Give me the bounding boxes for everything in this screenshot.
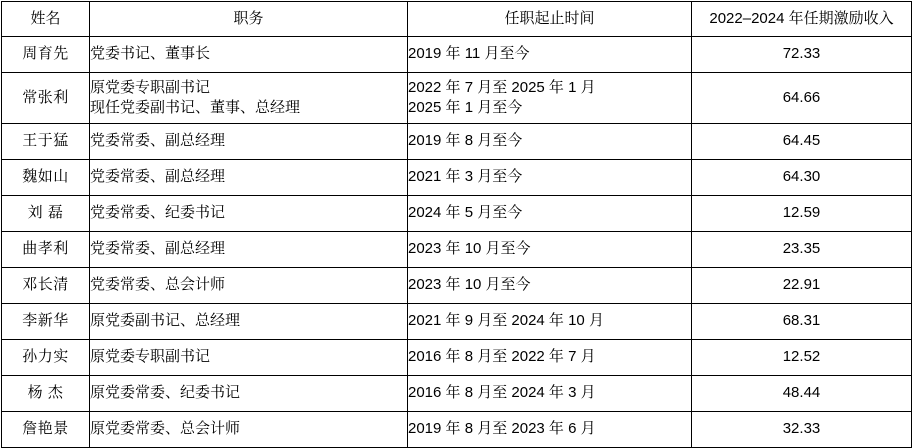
cell-income: 48.44	[692, 376, 912, 412]
table-body	[2, 37, 912, 448]
table-row	[2, 73, 912, 124]
header-cell-term: 任职起止时间	[408, 2, 692, 37]
cell-name: 魏如山	[2, 160, 90, 196]
cell-position	[90, 268, 408, 304]
term-line: 2016 年 8 月至 2024 年 3 月	[408, 384, 596, 402]
cell-income: 12.52	[692, 340, 912, 376]
cell-term	[408, 73, 692, 124]
cell-position	[90, 232, 408, 268]
term-line: 2021 年 3 月至今	[408, 168, 523, 186]
header-cell-income: 2022–2024 年任期激励收入	[692, 2, 912, 37]
position-line: 原党委副书记、总经理	[90, 312, 241, 330]
cell-income: 64.66	[692, 73, 912, 124]
term-line: 2019 年 8 月至 2023 年 6 月	[408, 420, 596, 438]
term-line: 2023 年 10 月至今	[408, 240, 531, 258]
cell-income: 64.45	[692, 124, 912, 160]
term-line: 2022 年 7 月至 2025 年 1 月	[408, 78, 596, 96]
table-row	[2, 160, 912, 196]
cell-income: 32.33	[692, 412, 912, 448]
cell-position	[90, 124, 408, 160]
position-line: 原党委常委、纪委书记	[90, 384, 241, 402]
position-line: 原党委常委、总会计师	[90, 420, 241, 438]
table-row	[2, 196, 912, 232]
position-line: 党委常委、副总经理	[90, 240, 226, 258]
cell-income: 12.59	[692, 196, 912, 232]
cell-position	[90, 340, 408, 376]
table-row	[2, 37, 912, 73]
cell-name: 刘 磊	[2, 196, 90, 232]
cell-position	[90, 196, 408, 232]
position-line: 原党委专职副书记	[90, 78, 211, 96]
table-row	[2, 304, 912, 340]
document-page	[0, 1, 912, 442]
table-row	[2, 376, 912, 412]
term-line: 2025 年 1 月至今	[408, 99, 523, 116]
cell-name: 王于猛	[2, 124, 90, 160]
executive-compensation-table	[1, 1, 912, 448]
term-line: 2024 年 5 月至今	[408, 204, 523, 222]
cell-term	[408, 412, 692, 448]
cell-term	[408, 340, 692, 376]
cell-income: 68.31	[692, 304, 912, 340]
position-line: 党委常委、副总经理	[90, 168, 226, 186]
position-line: 党委常委、副总经理	[90, 132, 226, 150]
cell-position	[90, 160, 408, 196]
cell-name: 杨 杰	[2, 376, 90, 412]
cell-position	[90, 304, 408, 340]
cell-income: 23.35	[692, 232, 912, 268]
cell-term	[408, 160, 692, 196]
cell-name: 常张利	[2, 73, 90, 124]
cell-term	[408, 232, 692, 268]
term-line: 2019 年 11 月至今	[408, 45, 530, 63]
cell-income: 64.30	[692, 160, 912, 196]
position-line: 党委常委、总会计师	[90, 276, 226, 294]
cell-position	[90, 37, 408, 73]
cell-name: 邓长清	[2, 268, 90, 304]
position-line: 原党委专职副书记	[90, 348, 211, 366]
cell-name: 孙力实	[2, 340, 90, 376]
cell-term	[408, 124, 692, 160]
header-cell-position: 职务	[90, 2, 408, 37]
table-header-row	[2, 2, 912, 37]
position-line: 现任党委副书记、董事、总经理	[90, 99, 301, 116]
cell-position	[90, 412, 408, 448]
term-line: 2019 年 8 月至今	[408, 132, 523, 150]
cell-term	[408, 376, 692, 412]
cell-income: 22.91	[692, 268, 912, 304]
term-line: 2016 年 8 月至 2022 年 7 月	[408, 348, 596, 366]
cell-name: 周育先	[2, 37, 90, 73]
cell-term	[408, 268, 692, 304]
cell-name: 李新华	[2, 304, 90, 340]
position-line: 党委书记、董事长	[90, 45, 211, 63]
header-cell-name: 姓名	[2, 2, 90, 37]
table-header	[2, 2, 912, 37]
cell-term	[408, 37, 692, 73]
table-row	[2, 340, 912, 376]
table-row	[2, 124, 912, 160]
table-row	[2, 232, 912, 268]
cell-income: 72.33	[692, 37, 912, 73]
table-row	[2, 412, 912, 448]
term-line: 2023 年 10 月至今	[408, 276, 531, 294]
position-line: 党委常委、纪委书记	[90, 204, 226, 222]
table-row	[2, 268, 912, 304]
cell-position	[90, 73, 408, 124]
cell-term	[408, 196, 692, 232]
term-line: 2021 年 9 月至 2024 年 10 月	[408, 312, 604, 330]
cell-name: 詹艳景	[2, 412, 90, 448]
cell-name: 曲孝利	[2, 232, 90, 268]
cell-position	[90, 376, 408, 412]
cell-term	[408, 304, 692, 340]
